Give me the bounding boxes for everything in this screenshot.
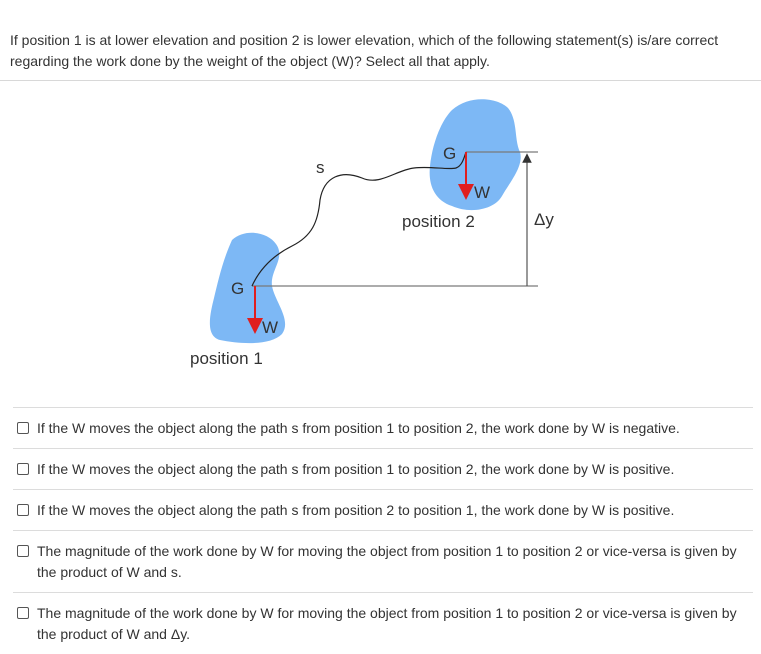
label-position-1: position 1 [190, 349, 263, 368]
checkbox[interactable] [17, 422, 29, 434]
option-label: If the W moves the object along the path s from position 1 to position 2, the work done by W is positive. [37, 461, 675, 477]
answer-option[interactable] [13, 448, 753, 489]
label-g-2: G [443, 144, 457, 163]
answer-option[interactable] [13, 489, 753, 530]
answer-option[interactable] [13, 530, 753, 592]
checkbox[interactable] [17, 545, 29, 557]
label-delta-y: Δy [534, 210, 554, 229]
option-label: If the W moves the object along the path s from position 1 to position 2, the work done by W is negative. [37, 420, 680, 436]
option-label: The magnitude of the work done by W for moving the object from position 1 to position 2 or vice-versa is given by the product of W and s. [37, 543, 737, 580]
option-label: The magnitude of the work done by W for moving the object from position 1 to position 2 or vice-versa is given by the product of W and Δy. [37, 605, 737, 642]
checkbox[interactable] [17, 504, 29, 516]
label-s: s [316, 158, 325, 177]
option-label: If the W moves the object along the path s from position 2 to position 1, the work done by W is positive. [37, 502, 675, 518]
label-w-2: W [474, 183, 491, 202]
answer-options [13, 407, 753, 654]
question-text: If position 1 is at lower elevation and position 2 is lower elevation, which of the following statement(s) is/are correct regarding the work done by the weight of the object (W)? Select all that apply. [10, 30, 755, 72]
label-position-2: position 2 [402, 212, 475, 231]
answer-option[interactable] [13, 592, 753, 654]
answer-option[interactable] [13, 407, 753, 448]
label-w-1: W [262, 318, 279, 337]
checkbox[interactable] [17, 463, 29, 475]
label-g-1: G [231, 279, 245, 298]
checkbox[interactable] [17, 607, 29, 619]
